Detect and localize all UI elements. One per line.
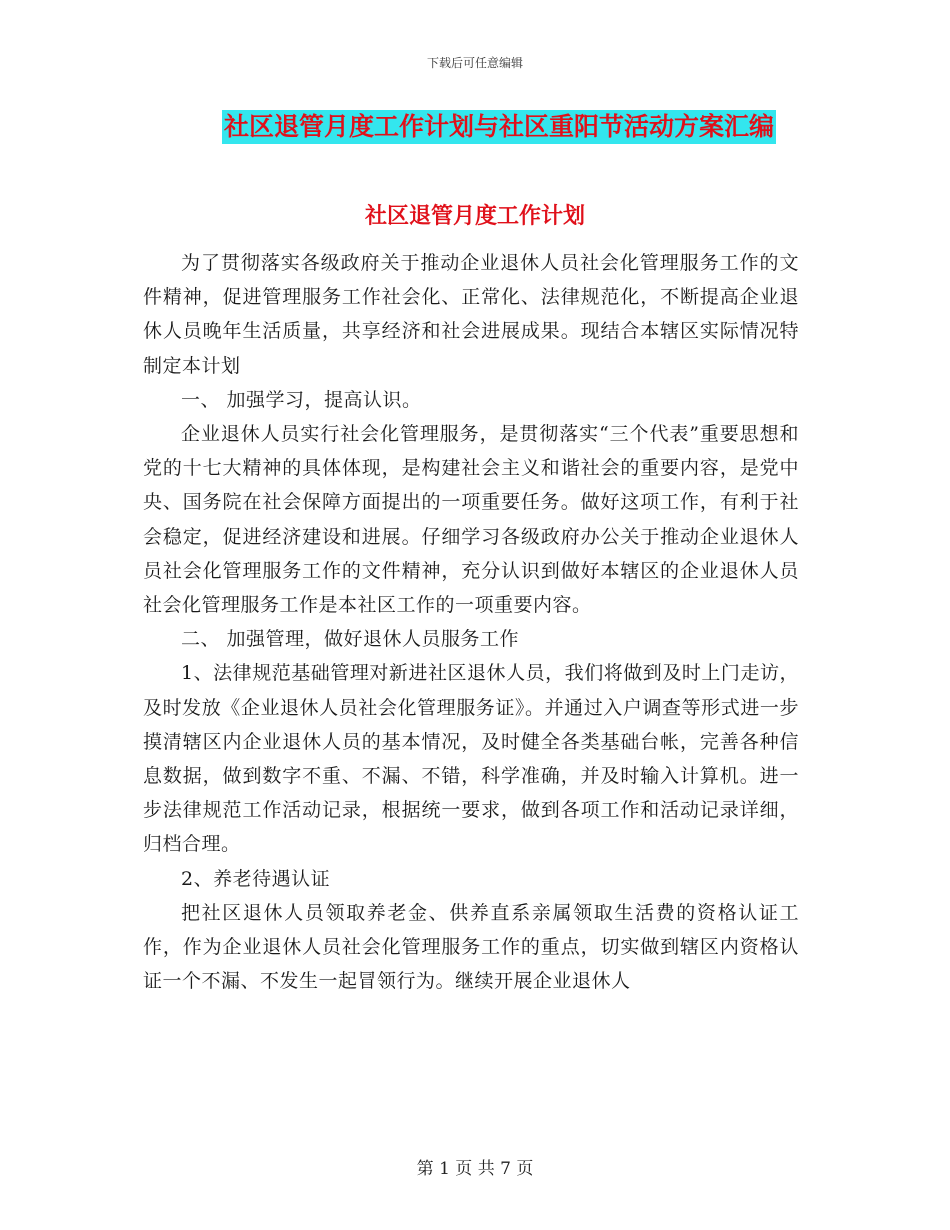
main-title: 社区退管月度工作计划与社区重阳节活动方案汇编	[222, 110, 776, 144]
main-title-wrap	[0, 110, 950, 144]
paragraph: 为了贯彻落实各级政府关于推动企业退休人员社会化管理服务工作的文件精神，促进管理服务工作社会化、正常化、法律规范化，不断提高企业退休人员晚年生活质量，共享经济和社会进展成果。现结合本辖区实际情况特制定本计划	[143, 252, 799, 377]
subheading: 2、养老待遇认证	[181, 867, 331, 890]
section-title: 社区退管月度工作计划	[364, 203, 585, 229]
heading-2: 二、 加强管理，做好退休人员服务工作	[181, 628, 520, 651]
body-text	[143, 246, 799, 998]
paragraph: 企业退休人员实行社会化管理服务，是贯彻落实“三个代表”重要思想和党的十七大精神的具体体现，是构建社会主义和谐社会的重要内容，是党中央、国务院在社会保障方面提出的一项重要任务。做好这项工作，有利于社会稳定，促进经济建设和进展。仔细学习各级政府办公关于推动企业退休人员社会化管理服务工作的文件精神，充分认识到做好本辖区的企业退休人员社会化管理服务工作是本社区工作的一项重要内容。	[143, 423, 799, 617]
heading-1: 一、 加强学习，提高认识。	[181, 388, 422, 411]
paragraph: 把社区退休人员领取养老金、供养直系亲属领取生活费的资格认证工作，作为企业退休人员社会化管理服务工作的重点，切实做到辖区内资格认证一个不漏、不发生一起冒领行为。继续开展企业退休人	[143, 901, 799, 993]
page-footer: 第 1 页 共 7 页	[416, 1159, 534, 1179]
header-note: 下载后可任意编辑	[426, 56, 523, 70]
paragraph: 1、法律规范基础管理对新进社区退休人员，我们将做到及时上门走访，及时发放《企业退休人员社会化管理服务证》。并通过入户调查等形式进一步摸清辖区内企业退休人员的基本情况，及时健全各类基础台帐，完善各种信息数据，做到数字不重、不漏、不错，科学准确，并及时输入计算机。进一步法律规范工作活动记录，根据统一要求，做到各项工作和活动记录详细，归档合理。	[143, 662, 799, 856]
